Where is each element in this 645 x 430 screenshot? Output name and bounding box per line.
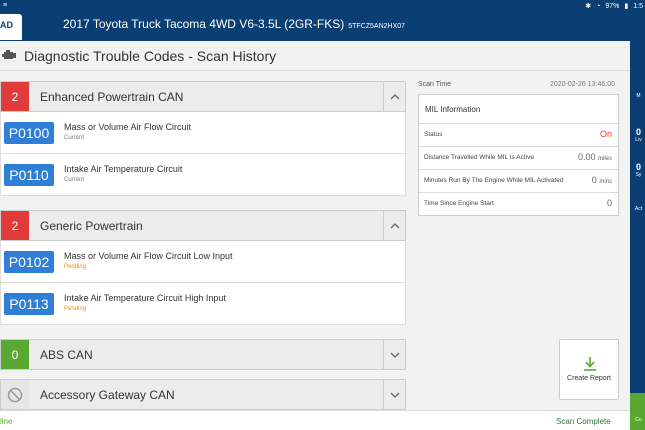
page-title: Diagnostic Trouble Codes - Scan History [24, 48, 277, 64]
right-sidebar [630, 41, 645, 430]
sidebar-item-live-data[interactable]: 0 Liv [635, 127, 642, 143]
chevron-down-icon [390, 350, 400, 360]
online-status: line [0, 417, 13, 426]
scan-complete-status: Scan Complete [556, 417, 611, 426]
dtc-description: Intake Air Temperature Circuit [64, 164, 183, 174]
dtc-status: Pending [64, 264, 87, 270]
dtc-row-p0100[interactable] [0, 112, 406, 154]
expand-button[interactable] [383, 380, 405, 409]
battery-level: 97% [605, 2, 620, 10]
mil-value: 0.00 [577, 152, 596, 162]
prohibited-icon [7, 387, 23, 403]
mil-label: Minutes Run By The Engine While MIL Activated [424, 177, 564, 184]
mil-row-time-since-start [419, 192, 618, 215]
mil-value-group [578, 152, 612, 162]
dtc-status: Current [64, 177, 85, 183]
dtc-code-chip: P0100 [4, 122, 54, 144]
group-abs-can[interactable] [0, 339, 406, 370]
vehicle-name: 2017 Toyota Truck Tacoma 4WD V6-3.5L (2GR-FKS) [63, 17, 345, 31]
mil-row-minutes [419, 169, 618, 192]
mil-unit: miles [597, 156, 612, 162]
vehicle-info [63, 17, 405, 31]
expand-button[interactable] [383, 340, 405, 369]
bluetooth-icon: ✱ [585, 3, 592, 10]
app-logo: AD [0, 20, 13, 30]
mil-label: Status [424, 131, 443, 138]
mil-information-panel [418, 94, 619, 216]
not-supported-badge [1, 380, 29, 409]
dtc-count-badge: 2 [1, 82, 29, 111]
sidebar-connect-button[interactable] [630, 393, 645, 430]
mil-label: Distance Travelled While MIL Is Active [424, 154, 534, 161]
vehicle-vin: 5TFCZ5AN2HX07 [348, 23, 406, 30]
battery-icon: ▮ [624, 3, 629, 10]
app-header [0, 0, 645, 41]
system-status-bar [585, 2, 643, 10]
mil-row-distance [419, 146, 618, 169]
download-icon [584, 357, 596, 371]
dtc-row-p0110[interactable] [0, 154, 406, 196]
mil-label: Time Since Engine Start [424, 200, 494, 207]
group-title: Generic Powertrain [40, 219, 143, 233]
dtc-row-p0113[interactable] [0, 283, 406, 325]
mil-value: On [599, 129, 612, 139]
mil-value: 0 [591, 175, 597, 185]
dtc-status: Current [64, 135, 85, 141]
scan-time-value: 2020-02-26 13:46:00 [550, 81, 615, 88]
mil-title: MIL Information [425, 105, 481, 114]
engine-icon [2, 48, 16, 62]
group-title: Accessory Gateway CAN [40, 388, 175, 402]
group-accessory-gateway-can[interactable] [0, 379, 406, 410]
dtc-code-chip: P0113 [4, 293, 54, 315]
create-report-button[interactable] [559, 339, 619, 400]
chevron-down-icon [390, 390, 400, 400]
system-clock: 1:5 [633, 2, 643, 10]
sidebar-item-1[interactable]: M [636, 93, 641, 99]
group-generic-powertrain[interactable] [0, 210, 406, 241]
dtc-code-chip: P0110 [4, 164, 54, 186]
chevron-up-icon [390, 92, 400, 102]
mil-unit: mins [599, 179, 612, 185]
create-report-label: Create Report [567, 375, 611, 382]
mil-row-status [419, 123, 618, 146]
dtc-description: Intake Air Temperature Circuit High Input [64, 293, 226, 303]
mil-value: 0 [606, 198, 612, 208]
dtc-description: Mass or Volume Air Flow Circuit [64, 122, 192, 132]
notification-indicator: ≡ [3, 2, 8, 9]
dtc-status: Pending [64, 306, 87, 312]
group-title: ABS CAN [40, 348, 93, 362]
mil-value-group [592, 175, 612, 185]
collapse-button[interactable] [383, 82, 405, 111]
dtc-count-badge: 0 [1, 340, 29, 369]
dtc-description: Mass or Volume Air Flow Circuit Low Input [64, 251, 233, 261]
dtc-count-badge: 2 [1, 211, 29, 240]
group-title: Enhanced Powertrain CAN [40, 90, 184, 104]
chevron-up-icon [390, 221, 400, 231]
sidebar-connect-label: Co [635, 417, 642, 423]
group-enhanced-powertrain[interactable] [0, 81, 406, 112]
sidebar-item-actuation[interactable]: Act [634, 206, 643, 212]
sidebar-item-system[interactable]: 0 Sy [635, 162, 642, 178]
collapse-button[interactable] [383, 211, 405, 240]
dtc-row-p0102[interactable] [0, 241, 406, 283]
status-footer [0, 410, 630, 430]
scan-time-label: Scan Time [418, 81, 452, 88]
wifi-icon: ◔ [596, 2, 601, 10]
dtc-code-chip: P0102 [4, 251, 54, 273]
